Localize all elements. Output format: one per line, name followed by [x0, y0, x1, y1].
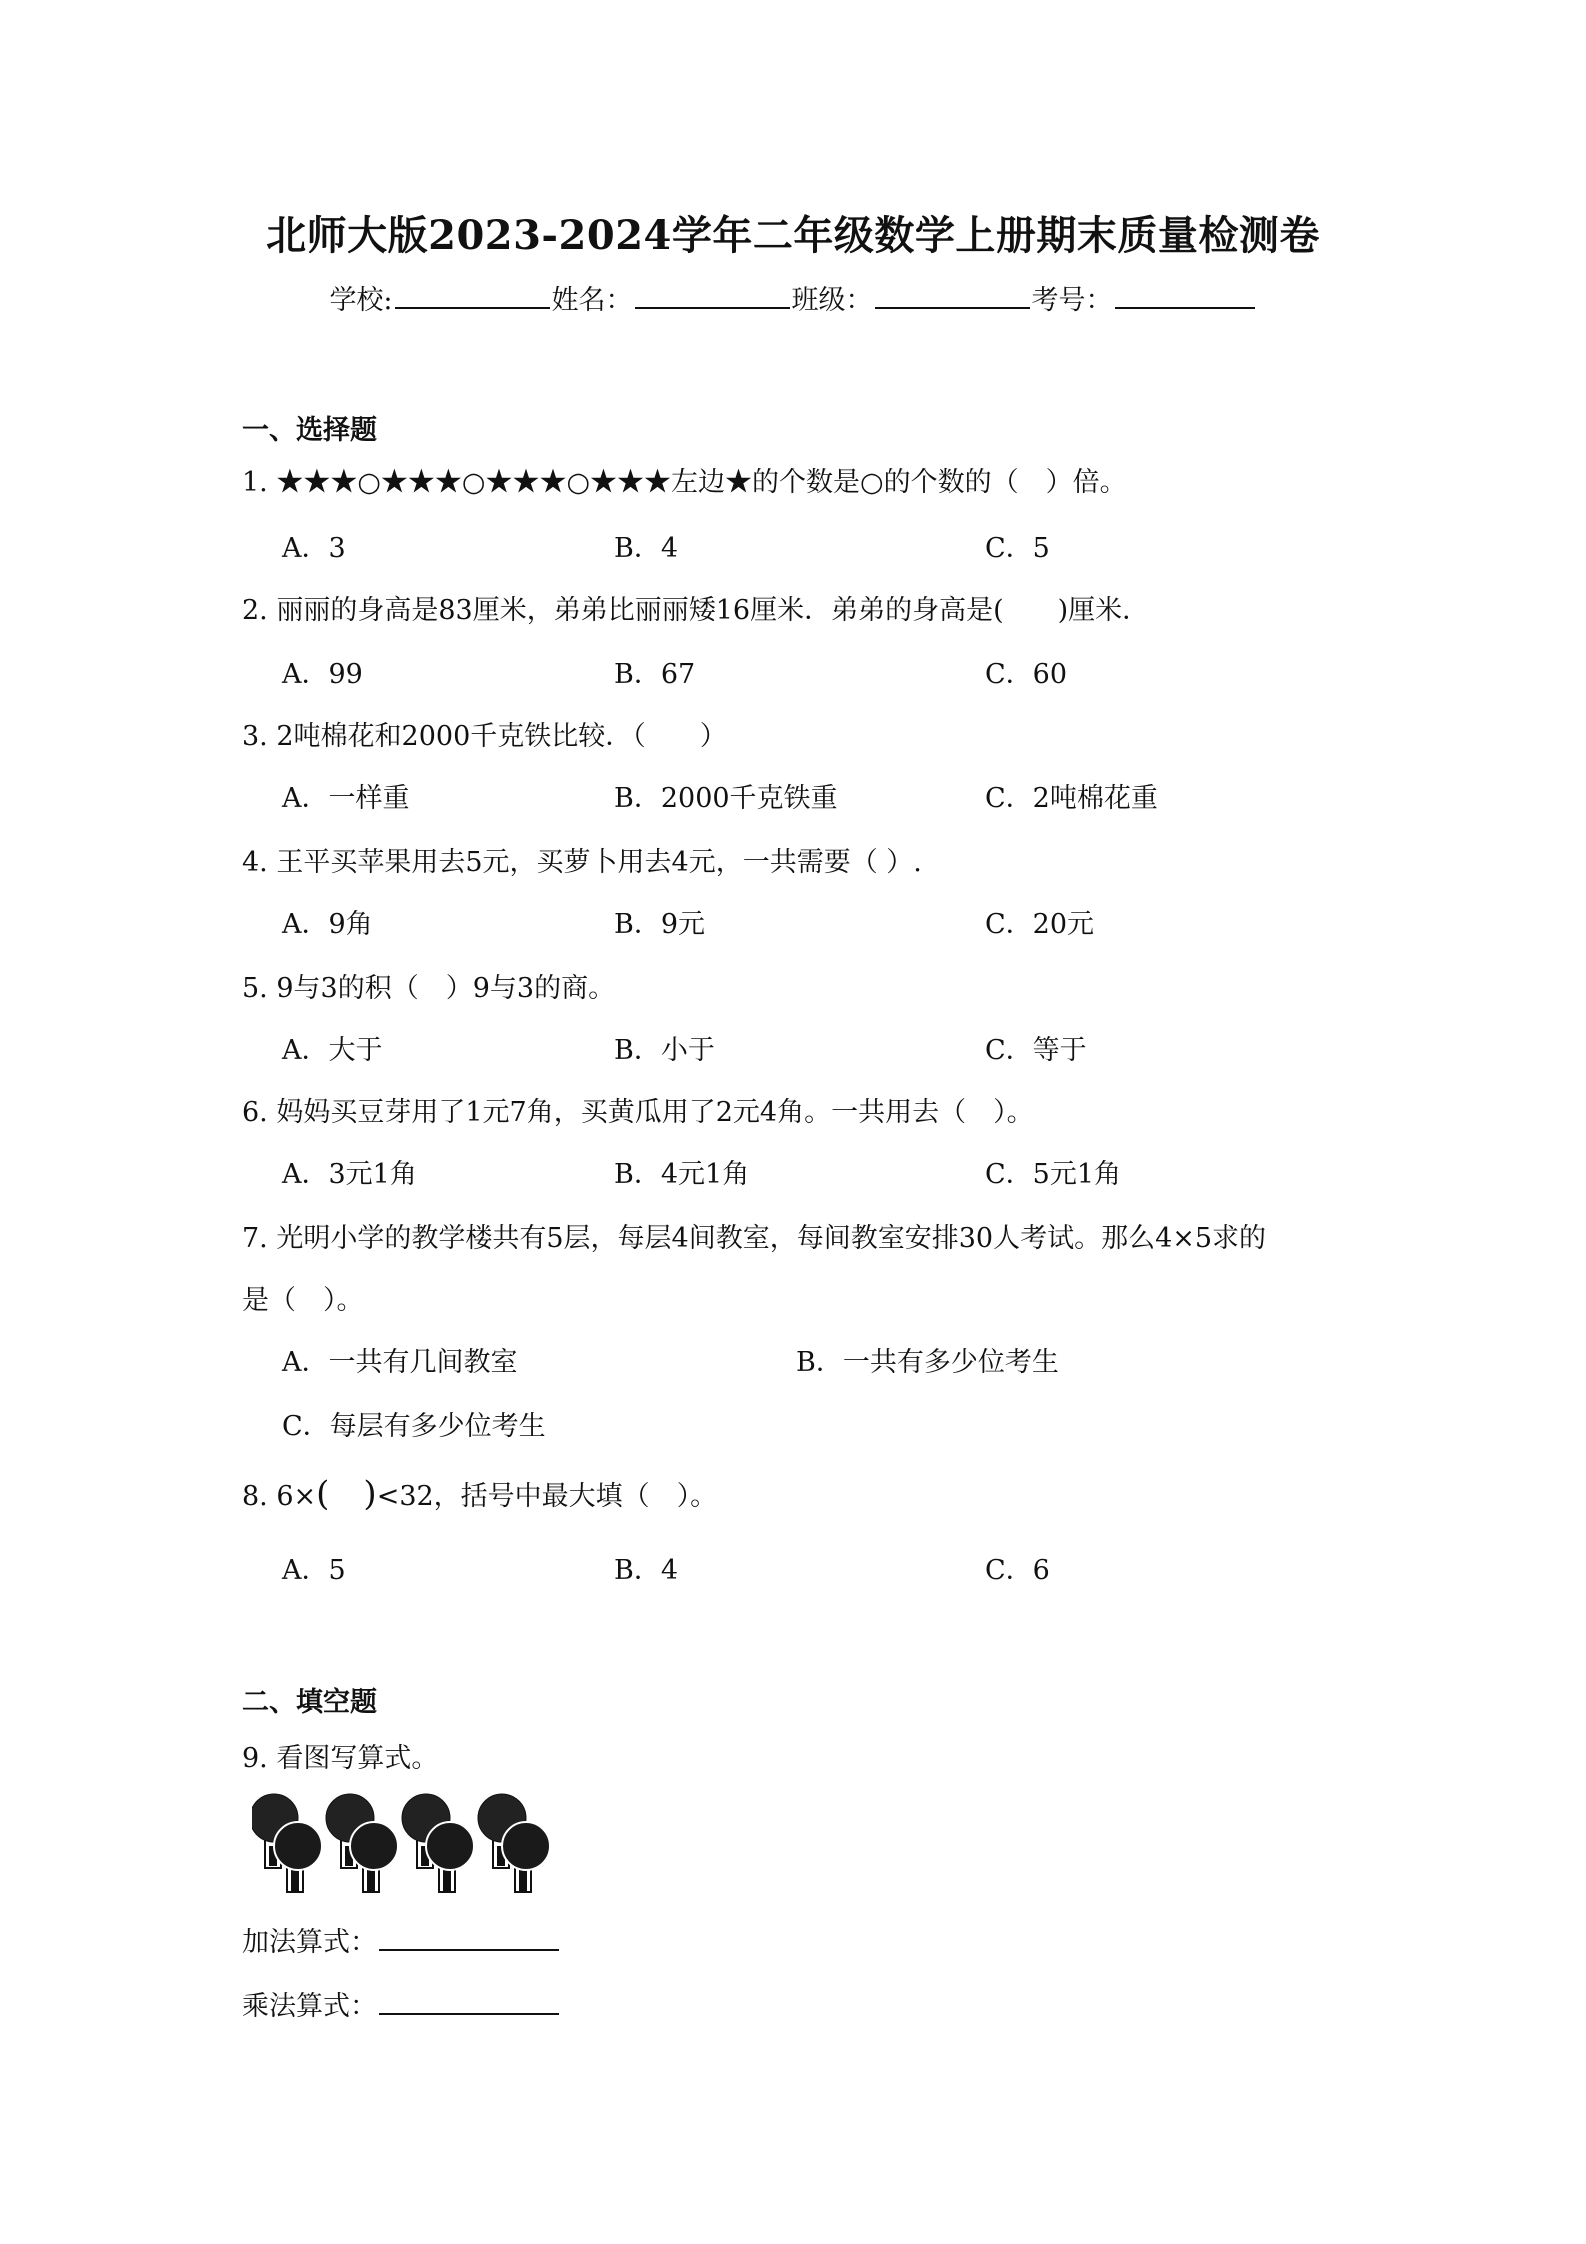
empty-parentheses[interactable]: ( ) [316, 1474, 377, 1514]
question-text-part-b: <32，括号中最大填（ ）。 [376, 1481, 718, 1512]
question-8 [242, 1474, 717, 1513]
exam-number-label: 考号： [1031, 285, 1113, 316]
option-c[interactable]: C．5元1角 [985, 1159, 1122, 1190]
option-a[interactable]: A．一样重 [282, 783, 410, 814]
addition-blank[interactable] [379, 1945, 559, 1951]
option-c[interactable]: C．20元 [985, 909, 1095, 940]
option-a[interactable]: A．一共有几间教室 [282, 1347, 518, 1378]
question-1 [242, 460, 1127, 499]
school-blank[interactable] [395, 303, 550, 309]
question-3 [242, 714, 727, 753]
question-2 [242, 588, 1149, 627]
question-5 [242, 966, 615, 1005]
question-text: 9与3的积（ ）9与3的商。 [276, 973, 616, 1004]
option-c[interactable]: C．6 [985, 1555, 1050, 1586]
option-c[interactable]: C．5 [985, 533, 1050, 564]
question-text: 妈妈买豆芽用了1元7角，买黄瓜用了2元4角。一共用去（ ）。 [276, 1097, 1034, 1128]
question-number: 4. [242, 847, 268, 878]
option-b[interactable]: B．小于 [614, 1035, 715, 1066]
option-c[interactable]: C．2吨棉花重 [985, 783, 1158, 814]
option-a[interactable]: A．9角 [282, 909, 373, 940]
section-heading-choice: 一、选择题 [242, 415, 377, 446]
exam-number-blank[interactable] [1115, 303, 1255, 309]
option-b[interactable]: B．4元1角 [614, 1159, 750, 1190]
paddle-pair-2 [326, 1794, 398, 1892]
question-text: 看图写算式。 [276, 1743, 439, 1774]
question-text: 2吨棉花和2000千克铁比较．（ ） [276, 721, 727, 752]
question-text: ★★★○★★★○★★★○★★★左边★的个数是○的个数的（ ）倍。 [276, 467, 1127, 498]
question-number: 5. [242, 973, 268, 1004]
option-c[interactable]: C．等于 [985, 1035, 1087, 1066]
question-7-continued: 是（ ）。 [242, 1285, 364, 1316]
paddle-pair-4 [478, 1794, 550, 1892]
multiplication-answer-row [242, 1984, 561, 2023]
question-number: 6. [242, 1097, 268, 1128]
option-a[interactable]: A．3 [282, 533, 346, 564]
question-6 [242, 1090, 1034, 1129]
option-a[interactable]: A．99 [282, 659, 363, 690]
option-c[interactable]: C．每层有多少位考生 [282, 1411, 546, 1442]
question-7 [242, 1216, 1266, 1255]
option-a[interactable]: A．3元1角 [282, 1159, 417, 1190]
option-a[interactable]: A．5 [282, 1555, 346, 1586]
paddle-pair-1 [252, 1794, 322, 1892]
student-info-line [0, 278, 1586, 317]
option-b[interactable]: B．2000千克铁重 [614, 783, 838, 814]
option-c[interactable]: C．60 [985, 659, 1068, 690]
page-title: 北师大版2023-2024学年二年级数学上册期末质量检测卷 [266, 212, 1320, 259]
question-number: 8. [242, 1481, 268, 1512]
question-text: 光明小学的教学楼共有5层，每层4间教室，每间教室安排30人考试。那么4×5求的 [276, 1223, 1267, 1254]
section-heading-fill: 二、填空题 [242, 1687, 377, 1718]
name-blank[interactable] [635, 303, 790, 309]
question-9 [242, 1736, 438, 1775]
class-label: 班级： [791, 285, 873, 316]
option-b[interactable]: B．4 [614, 533, 679, 564]
school-label: 学校: [329, 285, 393, 316]
addition-answer-row [242, 1920, 561, 1959]
addition-label: 加法算式： [242, 1927, 377, 1958]
option-b[interactable]: B．9元 [614, 909, 706, 940]
question-text-part-a: 6× [276, 1481, 317, 1512]
name-label: 姓名： [551, 285, 633, 316]
option-a[interactable]: A．大于 [282, 1035, 383, 1066]
question-text: 丽丽的身高是83厘米，弟弟比丽丽矮16厘米．弟弟的身高是( )厘米． [276, 595, 1150, 626]
question-4 [242, 840, 922, 879]
paddle-pair-3 [402, 1794, 474, 1892]
multiplication-blank[interactable] [379, 2009, 559, 2015]
question-number: 3. [242, 721, 268, 752]
multiplication-label: 乘法算式： [242, 1991, 377, 2022]
option-b[interactable]: B．一共有多少位考生 [796, 1347, 1059, 1378]
class-blank[interactable] [875, 303, 1030, 309]
option-b[interactable]: B．4 [614, 1555, 679, 1586]
question-text: 王平买苹果用去5元，买萝卜用去4元，一共需要（ ）. [276, 847, 922, 878]
question-number: 7. [242, 1223, 268, 1254]
question-number: 1. [242, 467, 268, 498]
question-number: 9. [242, 1743, 268, 1774]
option-b[interactable]: B．67 [614, 659, 696, 690]
ping-pong-paddle-icon [252, 1790, 572, 1900]
question-number: 2. [242, 595, 268, 626]
